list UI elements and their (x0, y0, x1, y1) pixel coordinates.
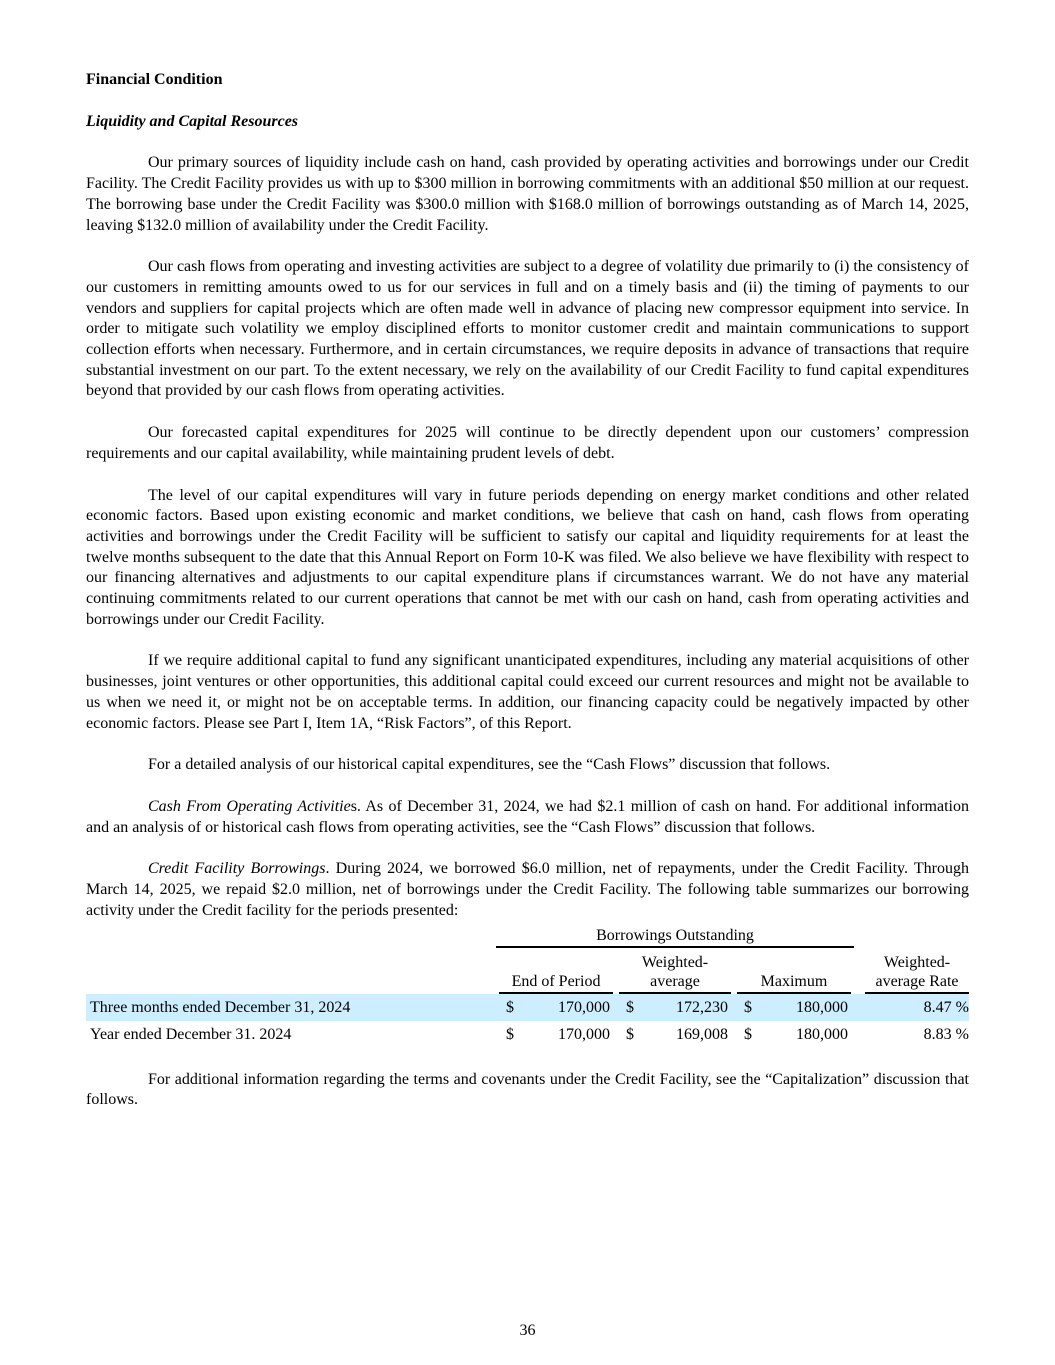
table-header-row (86, 948, 969, 994)
table-row: Year ended December 31. 2024 $ 170,000 $ 169,008 $ 180,000 8.83 % (90, 1025, 969, 1043)
table-row: Three months ended December 31, 2024 $ 170,000 $ 172,230 $ 180,000 8.47 % (86, 994, 969, 1021)
paragraph: Our cash flows from operating and investing activities are subject to a degree of volatility due primarily to (i) the consistency of our customers in remitting amounts owed to us for our services in full and on a timely basis and (ii) the timing of payments to our vendors and suppliers for capital projects which are often made well in advance of placing new compressor equipment into service. In order to mitigate such volatility we employ disciplined efforts to monitor customer credit and maintain communications to support collection efforts when necessary. Furthermore, and in certain circumstances, we require deposits in advance of transactions that require substantial investment on our part. To the extent necessary, we rely on the availability of our Credit Facility to fund capital expenditures beyond that provided by our cash flows from operating activities. (86, 258, 969, 400)
col-header-end-of-period: End of Period (496, 948, 616, 994)
cash-lead: Cash From Operating Activitie (148, 797, 351, 815)
closing-paragraph: For additional information regarding the terms and covenants under the Credit Facility, see the “Capitalization” discussion that follows. (86, 1070, 969, 1109)
table-group-header-row (86, 926, 969, 948)
col-header-weighted-average: Weighted- average (616, 948, 734, 994)
cash-paragraph (86, 797, 969, 838)
page-number: 36 (519, 1322, 536, 1339)
cash-text: s. As of December 31, 2024, we had $2.1 million of cash on hand. For additional information and an analysis of or historical cash flows from operating activities, see the “Cash Flows” discussion that follows. (86, 797, 969, 836)
subsection-heading: Liquidity and Capital Resources (86, 112, 299, 130)
credit-paragraph (86, 859, 969, 921)
paragraph: The level of our capital expenditures will vary in future periods depending on energy market conditions and other related economic factors. Based upon existing economic and market conditions, we believe that cash on hand, cash flows from operating activities and borrowings under the Credit Facility will be sufficient to satisfy our capital and liquidity requirements for at least the twelve months subsequent to the date that this Annual Report on Form 10-K was filed. We also believe we have flexibility with respect to our financing alternatives and adjustments to our capital expenditure plans if circumstances warrant. We do not have any material continuing commitments related to our current operations that cannot be met with our cash on hand, cash from operating activities and borrowings under our Credit Facility. (86, 486, 969, 628)
credit-text: . During 2024, we borrowed $6.0 million, net of repayments, under the Credit Facility. Through March 14, 2025, we repaid $2.0 million, net of borrowings under the Credit Facility. The following table summarizes our borrowing activity under the Credit facility for the periods presented: (86, 860, 969, 919)
col-header-maximum: Maximum (734, 948, 854, 994)
borrowings-table (86, 926, 969, 1048)
col-header-rate: Weighted- average Rate (854, 948, 969, 994)
paragraph: Our primary sources of liquidity include cash on hand, cash provided by operating activities and borrowings under our Credit Facility. The Credit Facility provides us with up to $300 million in borrowing commitments with an additional $50 million at our request. The borrowing base under the Credit Facility was $300.0 million with $168.0 million of borrowings outstanding as of March 14, 2025, leaving $132.0 million of availability under the Credit Facility. (86, 154, 969, 234)
paragraph: Our forecasted capital expenditures for 2025 will continue to be directly dependent upon our customers’ compression requirements and our capital availability, while maintaining prudent levels of debt. (86, 424, 969, 462)
credit-lead: Credit Facility Borrowings (148, 860, 326, 878)
group-header: Borrowings Outstanding (496, 926, 854, 948)
paragraph: For a detailed analysis of our historical capital expenditures, see the “Cash Flows” discussion that follows. (148, 756, 831, 774)
document-page (86, 70, 969, 1132)
paragraph: If we require additional capital to fund any significant unanticipated expenditures, including any material acquisitions of other businesses, joint ventures or other opportunities, this additional capital could exceed our current resources and might not be available to us when we need it, or might not be on acceptable terms. In addition, our financing capacity could be negatively impacted by other economic factors. Please see Part I, Item 1A, “Risk Factors”, of this Report. (86, 652, 969, 732)
section-heading: Financial Condition (86, 71, 223, 88)
